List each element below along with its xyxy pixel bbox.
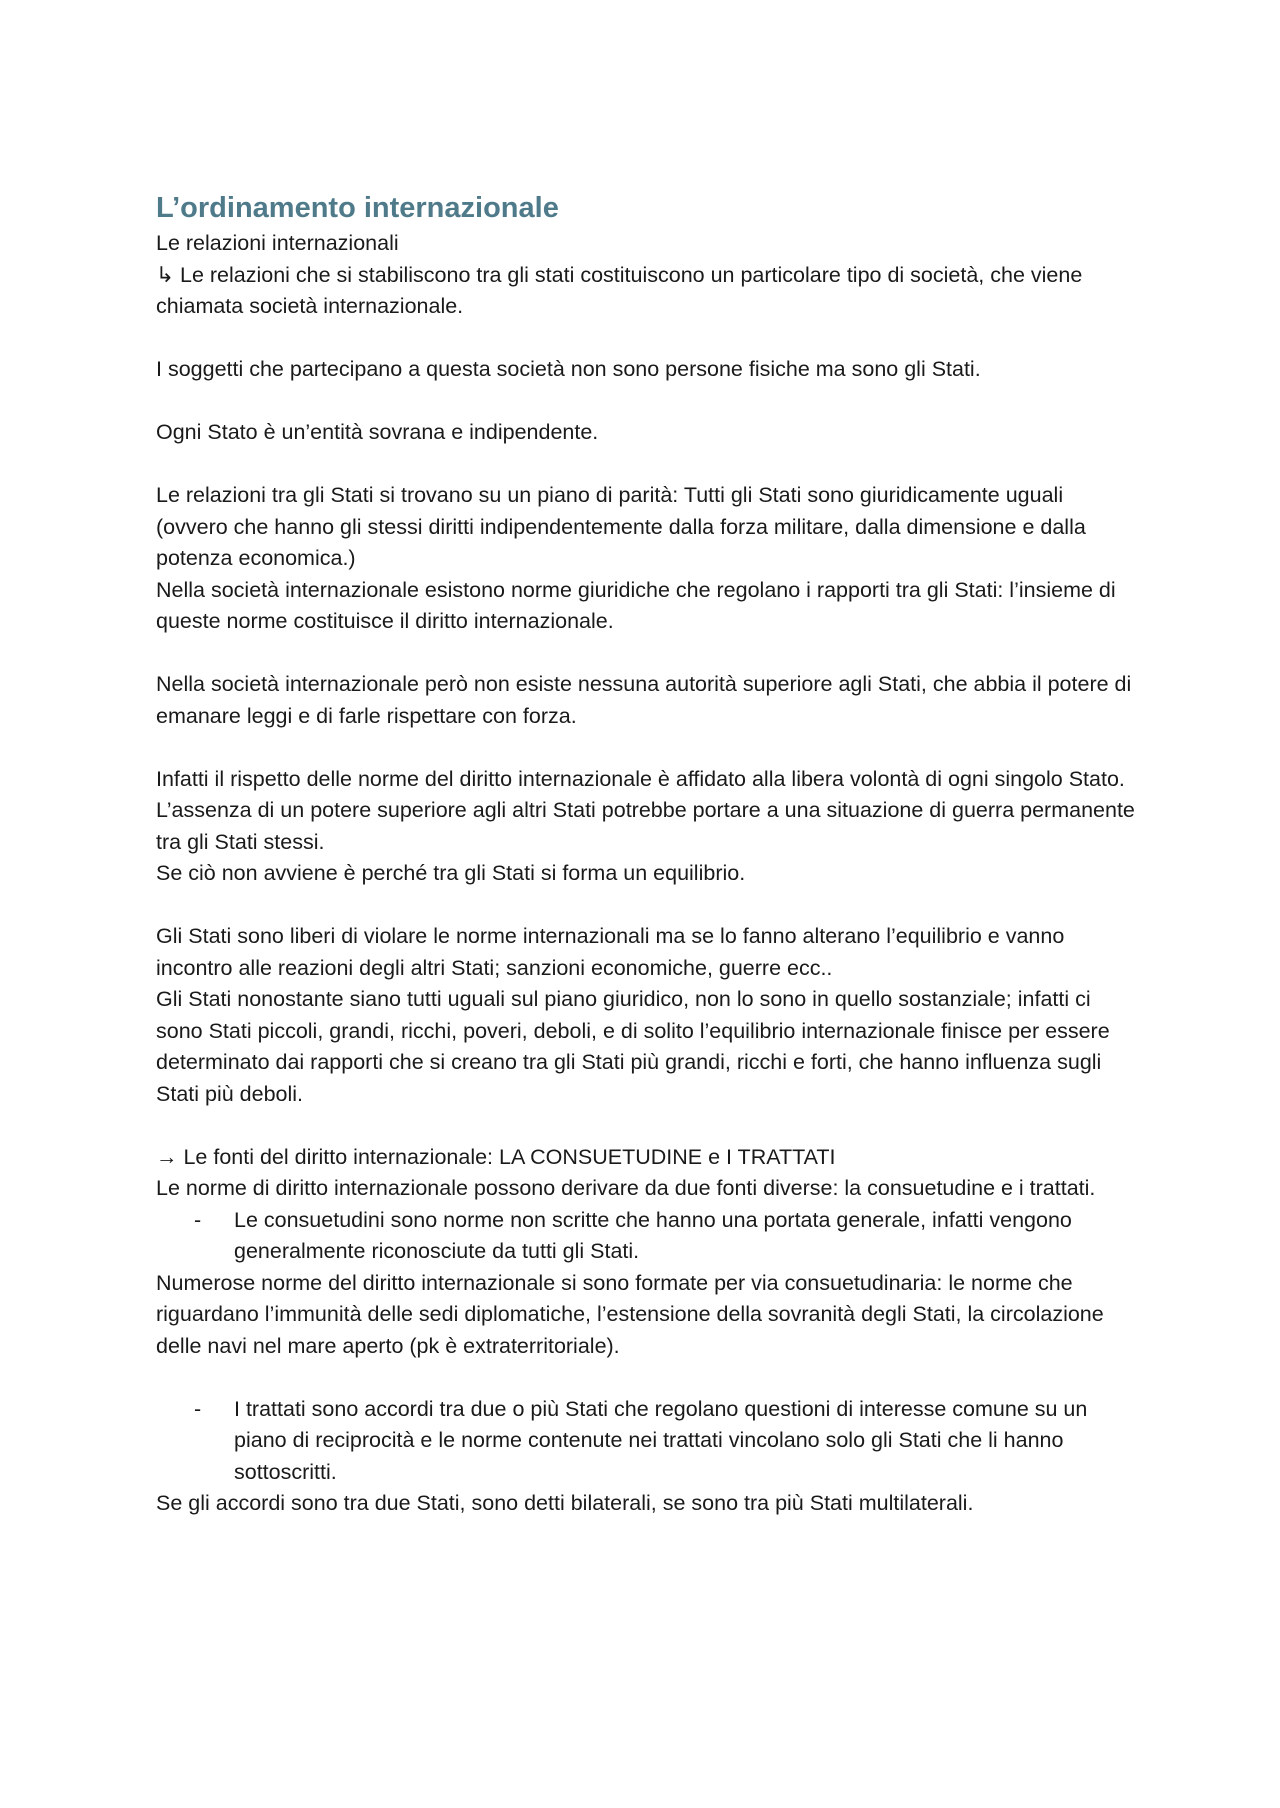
paragraph-subjects: I soggetti che partecipano a questa società non sono persone fisiche ma sono gli Stati. <box>156 357 981 381</box>
paragraph-sources: Le norme di diritto internazionale possono derivare da due fonti diverse: la consuetudine e i trattati. <box>156 1176 1096 1200</box>
list-item-customs <box>156 1205 1136 1268</box>
list-item-text: Le consuetudini sono norme non scritte che hanno una portata generale, infatti vengono generalmente riconosciute da tutti gli Stati. <box>234 1207 1072 1263</box>
paragraph-norms: Nella società internazionale esistono norme giuridiche che regolano i rapporti tra gli Stati: l’insieme di queste norme costituisce il diritto internazionale. <box>156 577 1116 633</box>
document-body <box>156 190 1136 1520</box>
paragraph-war-risk: L’assenza di un potere superiore agli altri Stati potrebbe portare a una situazione di guerra permanente tra gli Stati stessi. <box>156 798 1135 854</box>
paragraph-equilibrium: Se ciò non avviene è perché tra gli Stati si forma un equilibrio. <box>156 861 746 885</box>
spacer <box>156 638 1136 670</box>
spacer <box>156 890 1136 922</box>
paragraph-substantial-inequality: Gli Stati nonostante siano tutti uguali sul piano giuridico, non lo sono in quello sostanziale; infatti ci sono Stati piccoli, grandi, ricchi, poveri, deboli, e di solito l’equilibrio internazionale finisce per essere determinato dai rapporti che si creano tra gli Stati più grandi, ricchi e forti, che hanno influenza sugli Stati più deboli. <box>156 987 1110 1106</box>
paragraph-bilateral: Se gli accordi sono tra due Stati, sono detti bilaterali, se sono tra più Stati multilaterali. <box>156 1491 974 1515</box>
paragraph-violations: Gli Stati sono liberi di violare le norme internazionali ma se lo fanno alterano l’equilibrio e vanno incontro alle reazioni degli altri Stati; sanzioni economiche, guerre ecc.. <box>156 924 1065 980</box>
intro-paragraph: ↳ Le relazioni che si stabiliscono tra gli stati costituiscono un particolare tipo di società, che viene chiamata società internazionale. <box>156 262 1083 318</box>
paragraph-no-authority: Nella società internazionale però non esiste nessuna autorità superiore agli Stati, che abbia il potere di emanare leggi e di farle rispettare con forza. <box>156 672 1132 728</box>
paragraph-customary-norms: Numerose norme del diritto internazionale si sono formate per via consuetudinaria: le norme che riguardano l’immunità delle sedi diplomatiche, l’estensione della sovranità degli Stati, la circolazione delle navi nel mare aperto (pk è extraterritoriale). <box>156 1270 1104 1358</box>
list-item-treaties <box>156 1394 1136 1489</box>
list-dash: - <box>194 1207 202 1232</box>
spacer <box>156 1110 1136 1142</box>
paragraph-parity: Le relazioni tra gli Stati si trovano su un piano di parità: Tutti gli Stati sono giuridicamente uguali (ovvero che hanno gli stessi diritti indipendentemente dalla forza militare, dalla dimensione e dalla potenza economica.) <box>156 483 1086 570</box>
spacer <box>156 323 1136 355</box>
section-heading-sources: → Le fonti del diritto internazionale: LA CONSUETUDINE e I TRATTATI <box>156 1144 836 1169</box>
subtitle: Le relazioni internazionali <box>156 231 399 255</box>
list-item-text: I trattati sono accordi tra due o più Stati che regolano questioni di interesse comune su un piano di reciprocità e le norme contenute nei trattati vincolano solo gli Stati che li hanno sottoscritti. <box>234 1396 1088 1484</box>
spacer <box>156 386 1136 418</box>
page-title: L’ordinamento internazionale <box>156 192 559 224</box>
list-dash: - <box>194 1396 202 1421</box>
paragraph-free-will: Infatti il rispetto delle norme del diritto internazionale è affidato alla libera volontà di ogni singolo Stato. <box>156 766 1125 791</box>
spacer <box>156 1362 1136 1394</box>
spacer <box>156 449 1136 481</box>
paragraph-sovereignty: Ogni Stato è un’entità sovrana e indipendente. <box>156 420 599 444</box>
spacer <box>156 732 1136 764</box>
